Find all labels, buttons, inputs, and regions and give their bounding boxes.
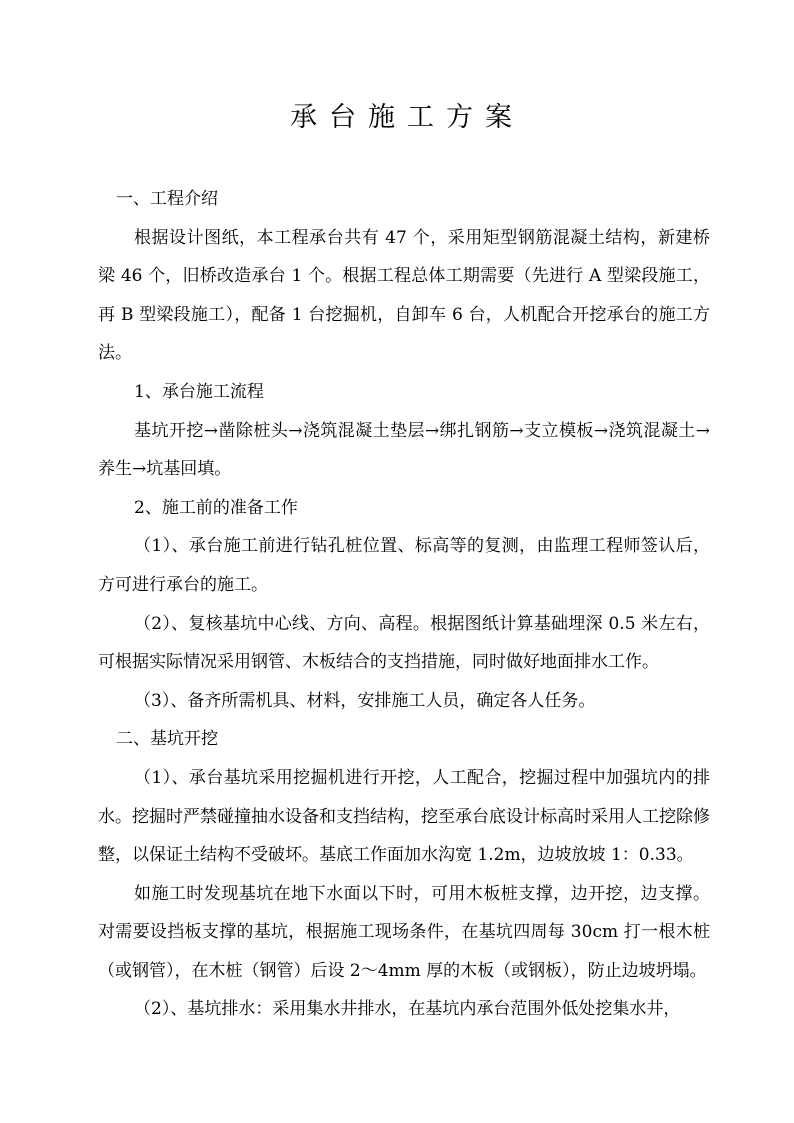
section-heading-excavation: 二、基坑开挖 <box>116 729 218 750</box>
section-heading-project-intro: 一、工程介绍 <box>116 189 218 209</box>
paragraph-excavation-support: 如施工时发现基坑在地下水面以下时，可用木板桩支撑，边开挖，边支撑。对需要设挡板支撑的基坑，根据施工现场条件，在基坑四周每 30cm 打一根木桩（或钢管），在木桩（钢管）后设 2～4mm 厚的木板（或钢板），防止边坡坍塌。 <box>98 883 710 981</box>
paragraph-project-overview: 根据设计图纸，本工程承台共有 47 个，采用矩型钢筋混凝土结构，新建桥梁 46 个，旧桥改造承台 1 个。根据工程总体工期需要（先进行 A 型梁段施工，再 B 型梁段施工），配备 1 台挖掘机，自卸车 6 台，人机配合开挖承台的施工方法。 <box>98 227 710 364</box>
paragraph-preparation-1: （1）、承台施工前进行钻孔桩位置、标高等的复测，由监理工程师签认后，方可进行承台的施工。 <box>98 536 710 595</box>
subheading-construction-flow: 1、承台施工流程 <box>134 381 264 402</box>
document-body <box>98 180 710 1029</box>
paragraph-excavation-1: （1）、承台基坑采用挖掘机进行开挖，人工配合，挖掘过程中加强坑内的排水。挖掘时严禁碰撞抽水设备和支挡结构，挖至承台底设计标高时采用人工挖除修整，以保证土结构不受破坏。基底工作面加水沟宽 1.2m，边坡放坡 1：0.33。 <box>98 767 710 866</box>
paragraph-preparation-3: （3）、备齐所需机具、材料，安排施工人员，确定各人任务。 <box>134 690 596 711</box>
document-title: 承台施工方案 <box>290 102 524 133</box>
subheading-preparation: 2、施工前的准备工作 <box>134 497 298 518</box>
paragraph-excavation-drainage: （2）、基坑排水：采用集水井排水，在基坑内承台范围外低处挖集水井， <box>134 999 681 1020</box>
paragraph-construction-flow: 基坑开挖→凿除桩头→浇筑混凝土垫层→绑扎钢筋→支立模板→浇筑混凝土→养生→坑基回填。 <box>98 420 710 480</box>
paragraph-preparation-2: （2）、复核基坑中心线、方向、高程。根据图纸计算基础埋深 0.5 米左右，可根据实际情况采用钢管、木板结合的支挡措施，同时做好地面排水工作。 <box>98 613 710 673</box>
